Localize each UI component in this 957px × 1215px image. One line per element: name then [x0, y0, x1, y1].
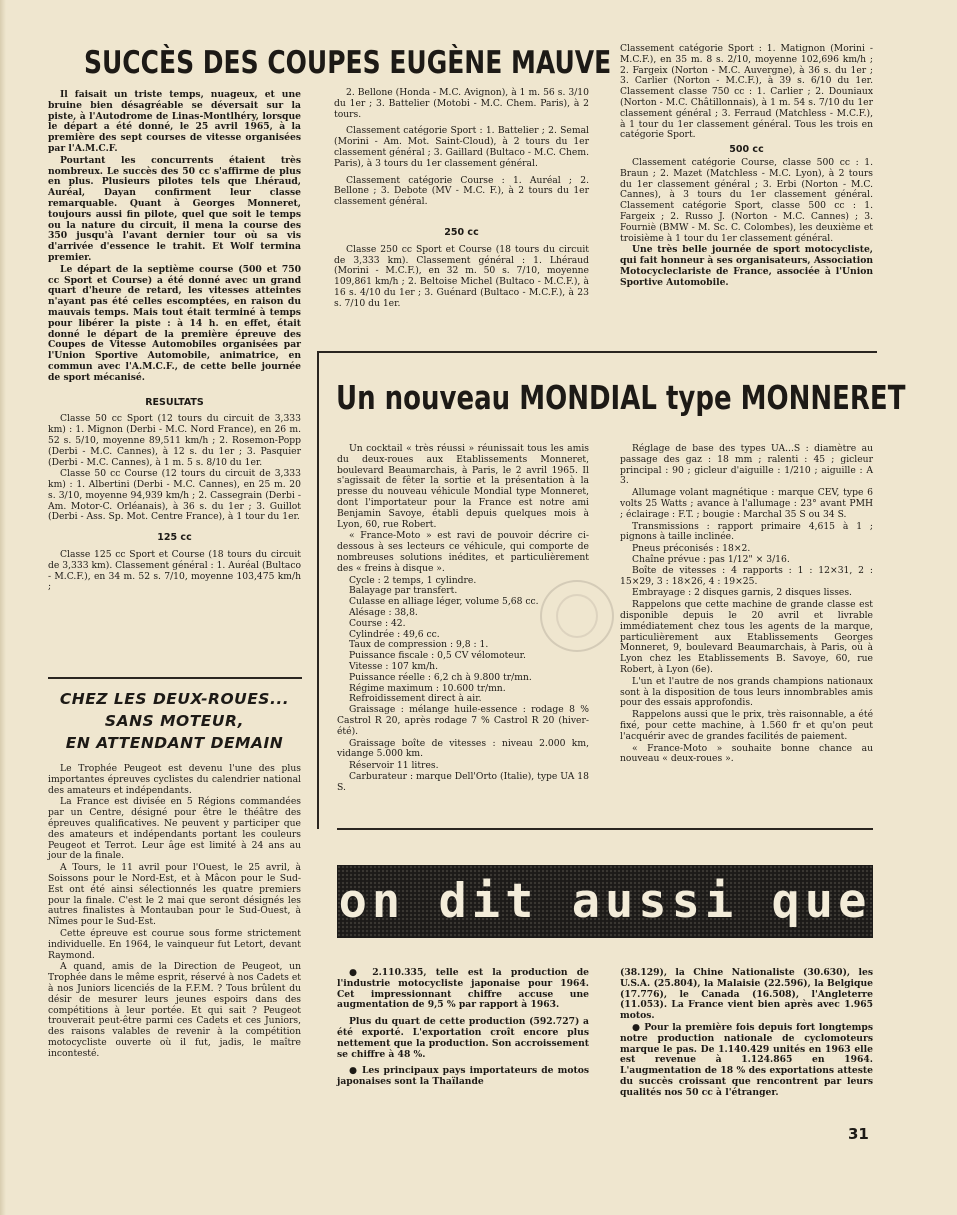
col2-article: [334, 88, 589, 311]
deux-roues-title-line3: EN ATTENDANT DEMAIN: [65, 734, 284, 752]
col2-paragraph: Classement catégorie Course : 1. Auréal ; 2. Bellone ; 3. Debote (MV - M.C. F.), à 2 tours du 1er classement général.: [334, 174, 589, 208]
heading-125: 125 cc: [157, 532, 192, 544]
col1-deux-roues-article: [48, 688, 301, 1061]
mondial-right-paragraph: « France-Moto » souhaite bonne chance au nouveau « deux-roues ».: [620, 742, 873, 765]
spec-item: Puissance fiscale : 0,5 CV vélomoteur.: [349, 650, 526, 662]
col2-paragraph: Classe 250 cc Sport et Course (18 tours du circuit de 3,333 km). Classement général : 1. Lhéraud (Morini - M.C.F.), en 32 m. 50 s. 7/10, moyenne 109,861 km/h ; 2. Beltoise Michel (Bultaco - M.C.F.), à 16 s. 4/10 du 1er ; 3. Guénard (Bultaco - M.C.F.), à 23 s. 7/10 du 1er.: [334, 243, 589, 309]
col2-paragraph: 2. Bellone (Honda - M.C. Avignon), à 1 m. 56 s. 3/10 du 1er ; 3. Battelier (Motobi - M.C. Chem. Paris), à 2 tours.: [334, 87, 589, 120]
library-stamp-mark: [540, 580, 614, 652]
spec-item: Taux de compression : 9,8 : 1.: [349, 639, 489, 651]
on-dit-aussi-que-banner: [337, 865, 873, 938]
mondial-right-paragraph: L'un et l'autre de nos grands champions nationaux sont à la disposition de tous leurs innombrables amis pour des essais approfondis.: [620, 675, 873, 709]
coupes-eugene-mauve-title: SUCCÈS DES COUPES EUGÈNE MAUVE: [84, 44, 612, 81]
ondit-paragraph: (38.129), la Chine Nationaliste (30.630), les U.S.A. (25.804), la Malaisie (22.596), la Belgique (17.776), le Canada (16.508), l'Angleterre (11.053). La France vient bien après avec 1.965 motos.: [620, 967, 873, 1022]
resultats-50-course: Classe 50 cc Course (12 tours du circuit de 3,333 km) : 1. Albertini (Derbi - M.C. Cannes), en 25 m. 20 s. 3/10, moyenne 94,939 km/h ; 2. Cassegrain (Derbi - Am. Motor-C. Orléanais), à 36 s. du 1er ; 3. Guillot (Derbi - Ass. Sp. Mot. Centre France), à 1 tour du 1er.: [48, 468, 301, 523]
mondial-right-paragraph: Rappelons que cette machine de grande classe est disponible depuis le 20 avril et livrable immédiatement chez tous les agents de la marque, particulièrement aux Etablissements Georges Monneret, 9, boulevard Beaumarchais, à Paris, où à Lyon chez les Etablissements B. Savoye, 60, rue Robert, à Lyon (6e).: [620, 599, 873, 675]
col3-paragraph: Classement catégorie Course, classe 500 cc : 1. Braun ; 2. Mazet (Matchless - M.C. Lyon), à 2 tours du 1er classement général ; 3. Erbi (Norton - M.C. Cannes), à 3 tours du 1er classement général. Classement catégorie Sport, classe 500 cc : 1. Fargeix ; 2. Russo J. (Norton - M.C. Cannes) ; 3. Fourniè (BMW - M. Sc. C. Colombes), les deuxième et troisième à 1 tour du 1er classement général.: [620, 156, 873, 244]
col1-divider: [48, 677, 302, 679]
heading-250: 250 cc: [444, 226, 479, 238]
page-number: 31: [848, 1125, 869, 1143]
deux-roues-paragraph: La France est divisée en 5 Régions commandées par un Centre, désigné pour être le théâtre des épreuves qualificatives. Ne peuvent y participer que des amateurs et indépendants portant les couleurs Peugeot et Terrot. Leur âge est limité à 24 ans au jour de la finale.: [48, 796, 301, 862]
mondial-title: Un nouveau MONDIAL type MONNERET: [336, 380, 906, 418]
ondit-paragraph: ● Pour la première fois depuis fort longtemps notre production nationale de cyclomoteurs marque le pas. De 1.140.429 unités en 1963 elle est revenue à 1.124.865 en 1964. L'augmentation de 18 % des exportations atteste du succès croissant que rencontrent par leurs qualités nos 50 cc à l'étranger.: [620, 1021, 873, 1098]
col2-paragraph: Classement catégorie Sport : 1. Battelier ; 2. Semal (Morini - Am. Mot. Saint-Cloud), à 2 tours du 1er classement général ; 3. Gaillard (Bultaco - M.C. Chem. Paris), à 3 tours du 1er classement général.: [334, 125, 589, 169]
spec-item: Balayage par transfert.: [349, 585, 458, 597]
spec-item: Réservoir 11 litres.: [349, 760, 439, 772]
deux-roues-paragraph: Le Trophée Peugeot est devenu l'une des plus importantes épreuves cyclistes du calendrier national des amateurs et indépendants.: [48, 763, 301, 796]
deux-roues-paragraph: A quand, amis de la Direction de Peugeot, un Trophée dans le même esprit, réservé à nos Cadets et à nos Juniors licenciés de la F.F.M. ? Tous brûlent du désir de mesurer leurs jeunes espoirs dans des compétitions à leur portée. Et qui sait ? Peugeot trouverait peut-être parmi ces Cadets et ces Juniors, des raisons valables de revenir à la compétition motocycliste ouverte où il fut, jadis, le maître incontesté.: [48, 961, 301, 1059]
spec-item: Cylindrée : 49,6 cc.: [349, 628, 440, 640]
ondit-paragraph: ● 2.110.335, telle est la production de l'industrie motocycliste japonaise pour 1964. Cet impressionnant chiffre accuse une augmentation de 9,5 % par rapport à 1963.: [337, 967, 589, 1011]
col3-paragraph: Une très belle journée de sport motocycliste, qui fait honneur à ses organisateurs, Association Motocycleclariste de France, associée à l'Union Sportive Automobile.: [620, 244, 873, 288]
page-spine-shadow: [0, 0, 6, 1215]
resultats-50-sport: Classe 50 cc Sport (12 tours du circuit de 3,333 km) : 1. Mignon (Derbi - M.C. Nord France), en 26 m. 52 s. 5/10, moyenne 89,511 km/h ; 2. Rosemon-Popp (Derbi - M.C. Cannes), à 12 s. du 1er ; 3. Pasquier (Derbi - M.C. Cannes), à 1 m. 5 s. 8/10 du 1er.: [48, 413, 301, 468]
ondit-top-rule: [337, 828, 873, 830]
spec-item: Carburateur : marque Dell'Orto (Italie), type UA 18 S.: [337, 770, 589, 793]
mondial-intro-paragraph: « France-Moto » est ravi de pouvoir décrire ci-dessous à ses lecteurs ce véhicule, qui comporte de nombreuses solutions inédites, et particulièrement des « freins à disque ».: [337, 530, 589, 574]
spec-item: Cycle : 2 temps, 1 cylindre.: [349, 574, 477, 586]
deux-roues-title: [48, 688, 301, 754]
heading-500: 500 cc: [729, 144, 764, 156]
deux-roues-paragraph: Cette épreuve est courue sous forme strictement individuelle. En 1964, le vainqueur fut Letort, devant Raymond.: [48, 927, 301, 961]
resultats-125: Classe 125 cc Sport et Course (18 tours du circuit de 3,333 km). Classement général : 1. Auréal (Bultaco - M.C.F.), en 34 m. 52 s. 7/10, moyenne 103,475 km/h ;: [48, 549, 302, 593]
banner-text: on dit aussi que: [338, 874, 872, 929]
spec-item: Graissage boîte de vitesses : niveau 2.000 km, vidange 5.000 km.: [337, 737, 589, 760]
mondial-right-paragraph: Rappelons aussi que le prix, très raisonnable, a été fixé, pour cette machine, à 1.560 fr et qu'on peut l'acquérir avec de grandes facilités de paiement.: [620, 709, 873, 742]
col1-intro-2: Pourtant les concurrents étaient très nombreux. Le succès des 50 cc s'affirme de plus en plus. Plusieurs pilotes tels que Lhéraud, Auréal, Dayan confirment leur classe remarquable. Quant à Georges Monneret, toujours aussi fin pilote, quel que soit le temps ou la nature du circuit, il mena la course des 350 jusqu'à l'avant dernier tour où sa vis d'arrivée d'essence le trahit. Et Wolf termina premier.: [48, 154, 301, 263]
mondial-frame-top: [317, 351, 877, 353]
mondial-right-paragraph: Chaîne prévue : pas 1/12" × 3/16.: [632, 553, 790, 565]
spec-item: Refroidissement direct à air.: [349, 693, 482, 705]
col1-intro-3: Le départ de la septième course (500 et 750 cc Sport et Course) a été donné avec un grand quart d'heure de retard, les vitesses atteintes n'ayant pas été celles escomptées, en raison du mauvais temps. Mais tout était terminé à temps pour libérer la piste : à 14 h. en effet, était donné le départ de la première épreuve des Coupes de Vitesse Automobiles organisées par l'Union Sportive Automobile, animatrice, en commun avec l'A.M.C.F., de cette belle journée de sport mécanisé.: [48, 263, 301, 383]
col3-paragraph: Classement catégorie Sport : 1. Matignon (Morini - M.C.F.), en 35 m. 8 s. 2/10, moyenne 102,696 km/h ; 2. Fargeix (Norton - M.C. Auvergne), à 36 s. du 1er ; 3. Carlier (Norton - M.C.F.), à 39 s. 6/10 du 1er. Classement classe 750 cc : 1. Carlier ; 2. Douniaux (Norton - M.C. Châtillonnais), à 1 m. 54 s. 7/10 du 1er classement général ; 3. Ferraud (Matchless - M.C.F.), à 1 tour du 1er classement général. Tous les trois en catégorie Sport.: [620, 43, 873, 141]
ondit-right-column: [620, 968, 873, 1100]
ondit-left-column: [337, 968, 589, 1089]
mondial-right-paragraph: Réglage de base des types UA...S : diamètre au passage des gaz : 18 mm ; ralenti : 45 ; gicleur principal : 90 ; gicleur d'aiguille : 1/210 ; aiguille : A 3.: [620, 443, 873, 487]
ondit-paragraph: Plus du quart de cette production (592.727) a été exporté. L'exportation croît encore plus nettement que la production. Son accroissement se chiffre à 48 %.: [337, 1016, 589, 1060]
col1-article: [48, 90, 301, 594]
deux-roues-paragraph: A Tours, le 11 avril pour l'Ouest, le 25 avril, à Soissons pour le Nord-Est, et à Mâcon pour le Sud-Est ont été ainsi sélectionnés les quatre premiers pour la finale. C'est le 2 mai que seront désignés les autres finalistes à Montauban pour le Sud-Ouest, à Nîmes pour le Sud-Est.: [48, 862, 301, 928]
mondial-right-paragraph: Allumage volant magnétique : marque CEV, type 6 volts 25 Watts ; avance à l'allumage : 23° avant PMH ; éclairage : F.T. ; bougie : Marchal 35 S ou 34 S.: [620, 487, 873, 520]
mondial-right-paragraph: Boîte de vitesses : 4 rapports : 1 : 12×31, 2 : 15×29, 3 : 18×26, 4 : 19×25.: [620, 564, 873, 587]
mondial-right-paragraph: Transmissions : rapport primaire 4,615 à 1 ; pignons à taille inclinée.: [620, 520, 873, 543]
mondial-right-paragraph: Embrayage : 2 disques garnis, 2 disques lisses.: [632, 587, 852, 599]
mondial-right-paragraph: Pneus préconisés : 18×2.: [632, 543, 751, 555]
mondial-right-column: [620, 444, 873, 766]
mondial-intro-paragraph: Un cocktail « très réussi » réunissait tous les amis du deux-roues aux Etablissements Monneret, boulevard Beaumarchais, à Paris, le 2 avril 1965. Il s'agissait de fêter la sortie et la présentation à la presse du nouveau véhicule Mondial type Monneret, dont l'importateur pour la France est notre ami Benjamin Savoye, établi depuis quelques mois à Lyon, 60, rue Robert.: [337, 443, 589, 530]
spec-item: Alésage : 38,8.: [349, 606, 418, 618]
col1-intro-1: Il faisait un triste temps, nuageux, et une bruine bien désagréable se déversait sur la piste, à l'Autodrome de Linas-Montlhéry, lorsque le départ a été donné, le 25 avril 1965, à la première des sept courses de vitesse organisées par l'A.M.C.F.: [48, 89, 301, 154]
ondit-paragraph: ● Les principaux pays importateurs de motos japonaises sont la Thaïlande: [337, 1065, 589, 1088]
spec-item: Puissance réelle : 6,2 ch à 9.800 tr/mn.: [349, 671, 532, 683]
spec-item: Culasse en alliage léger, volume 5,68 cc.: [349, 596, 539, 608]
col3-article: [620, 44, 873, 290]
resultats-heading: RESULTATS: [145, 396, 204, 408]
deux-roues-title-line1: CHEZ LES DEUX-ROUES...: [59, 690, 290, 708]
spec-item: Graissage : mélange huile-essence : rodage 8 % Castrol R 20, après rodage 7 % Castrol R 20 (hiver-été).: [337, 704, 589, 737]
spec-item: Course : 42.: [349, 617, 406, 629]
deux-roues-title-line2: SANS MOTEUR,: [104, 712, 245, 730]
spec-item: Vitesse : 107 km/h.: [349, 660, 439, 672]
spec-item: Régime maximum : 10.600 tr/mn.: [349, 682, 506, 694]
mondial-frame-left: [317, 351, 319, 829]
